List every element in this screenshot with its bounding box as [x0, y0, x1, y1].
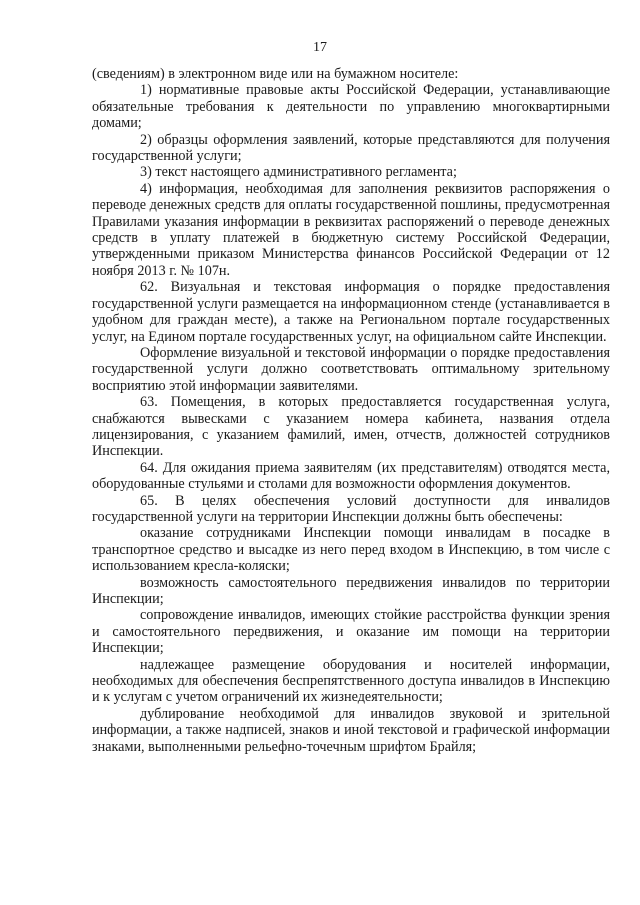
paragraph-63: 63. Помещения, в которых предоставляется государственная услуга, снабжаются вывесками с указанием номера кабинета, названия отдела лицензирования, с указанием фамилий, имен, отчеств, должностей сотрудников Инспекции.: [92, 394, 610, 460]
paragraph-62-design: Оформление визуальной и текстовой информации о порядке предоставления государственной услуги должно соответствовать оптимальному зрительному восприятию этой информации заявителями.: [92, 344, 610, 394]
paragraph-62: 62. Визуальная и текстовая информация о порядке предоставления государственной услуги размещается на информационном стенде (устанавливается в удобном для граждан месте), а также на Региональном портале государственных услуг, на Едином портале государственных услуг, на официальном сайте Инспекции.: [92, 279, 610, 345]
document-body: [92, 66, 610, 755]
paragraph-65-assistance: оказание сотрудниками Инспекции помощи инвалидам в посадке в транспортное средство и высадке из него перед входом в Инспекцию, в том числе с использованием кресла-коляски;: [92, 525, 610, 575]
paragraph-continuation: (сведениям) в электронном виде или на бумажном носителе:: [92, 66, 459, 82]
paragraph-65: 65. В целях обеспечения условий доступности для инвалидов государственной услуги на территории Инспекции должны быть обеспечены:: [92, 492, 610, 525]
paragraph-item-3: 3) текст настоящего административного регламента;: [140, 164, 457, 181]
paragraph-item-4: 4) информация, необходимая для заполнения реквизитов распоряжения о переводе денежных средств для оплаты государственной пошлины, предусмотренная Правилами указания информации в реквизитах распоряжений о переводе денежных средств в уплату платежей в бюджетную систему Российской Федерации, утвержденными приказом Министерства финансов Российской Федерации от 12 ноября 2013 г. № 107н.: [92, 180, 610, 279]
paragraph-65-movement: возможность самостоятельного передвижения инвалидов по территории Инспекции;: [92, 574, 610, 607]
paragraph-65-braille: дублирование необходимой для инвалидов звуковой и зрительной информации, а также надписей, знаков и иной текстовой и графической информации знаками, выполненными рельефно-точечным шрифтом Брайля;: [92, 705, 610, 755]
paragraph-item-2: 2) образцы оформления заявлений, которые представляются для получения государственной услуги;: [92, 131, 610, 165]
paragraph-65-equipment: надлежащее размещение оборудования и носителей информации, необходимых для обеспечения беспрепятственного доступа инвалидов в Инспекцию и к услугам с учетом ограничений их жизнедеятельности;: [92, 656, 610, 706]
paragraph-item-1: 1) нормативные правовые акты Российской Федерации, устанавливающие обязательные требования к деятельности по управлению многоквартирными домами;: [92, 82, 610, 132]
paragraph-65-escort: сопровождение инвалидов, имеющих стойкие расстройства функции зрения и самостоятельного передвижения, и оказание им помощи на территории Инспекции;: [92, 607, 610, 657]
page-number: 17: [313, 40, 327, 55]
paragraph-64: 64. Для ожидания приема заявителям (их представителям) отводятся места, оборудованные стульями и столами для возможности оформления документов.: [92, 459, 610, 493]
